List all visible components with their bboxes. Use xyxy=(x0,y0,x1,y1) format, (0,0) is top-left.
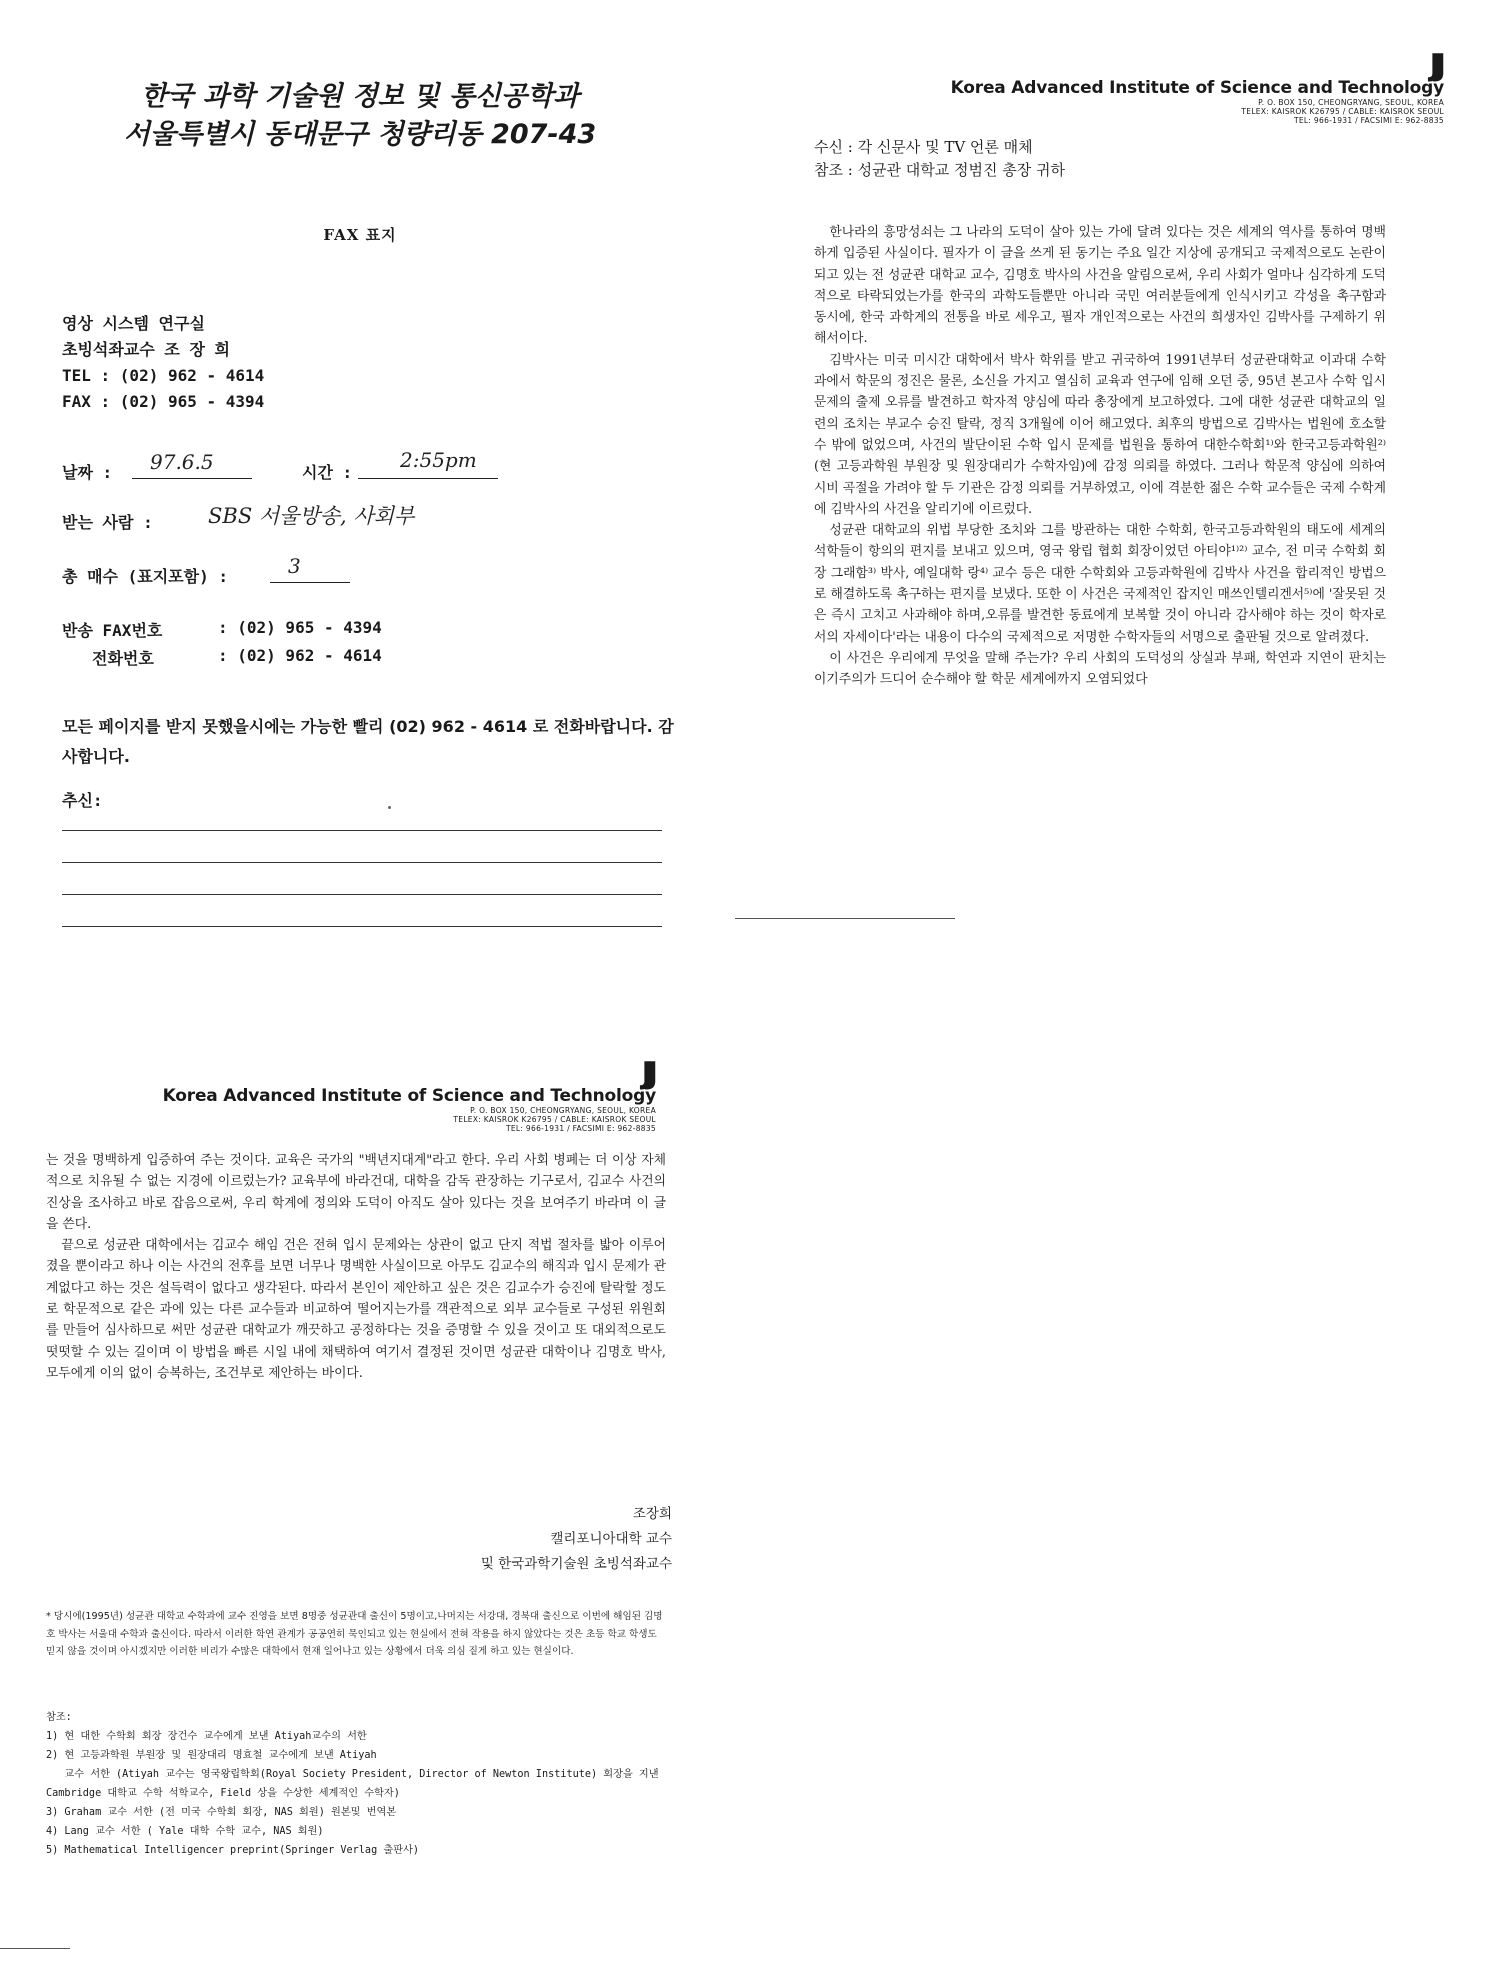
fax-header-dept: 한국 과학 기술원 정보 및 통신공학과 xyxy=(140,81,580,112)
kaist-logo: JJ xyxy=(1429,50,1440,83)
date-row xyxy=(62,460,112,483)
reference-item: 교수 서한 (Atiyah 교수는 영국왕립학회(Royal Society President, Director of Newton Institute) 회장을 지낸 Cambridge 대학교 수학 석학교수, Field 상을 수상한 세계적인 수학자) xyxy=(46,1769,665,1799)
fax-title: FAX 표지 xyxy=(323,226,397,244)
pages-label: 총 매수 (표지포함) : xyxy=(62,567,228,586)
memo-line xyxy=(62,894,662,895)
pages-row xyxy=(62,564,228,587)
recipient-value: SBS 서울방송, 사회부 xyxy=(208,504,415,528)
letter-page-2 xyxy=(40,1060,680,1960)
institute-name: Korea Advanced Institute of Science and Technology xyxy=(950,78,1444,98)
footnote: * 당시에(1995년) 성균관 대학교 수학과에 교수 진영을 보면 8명중 성균관대 출신이 5명이고,나머지는 서강대, 경북대 출신으로 이번에 해임된 김명호 박사는 서울대 수학과 출신이다. 따라서 이러한 학연 관계가 공공연히 묵인되고 있는 현실에서 전혀 작용을 하지 않았다는 것은 초등 학교 학생도 믿지 않을 것이며 아시겠지만 이러한 비리가 수많은 대학에서 현재 일어나고 있는 상황에서 더욱 의심 짙게 하고 있는 현실이다. xyxy=(46,1611,663,1657)
signature-block xyxy=(481,1502,672,1577)
phone-row xyxy=(92,646,154,669)
memo-label: 추신: xyxy=(62,791,103,810)
time-label: 시간 : xyxy=(302,463,353,482)
scan-rule xyxy=(0,1948,70,1949)
paragraph: 이 사건은 우리에게 무엇을 말해 주는가? 우리 사회의 도덕성의 상실과 부패, 학연과 지연이 판치는 이기주의가 드디어 순수해야 할 학문 세계에까지 오염되었다 xyxy=(814,650,1386,688)
institute-address-2: TELEX: KAISROK K26795 / CABLE: KAISROK SEOUL xyxy=(1241,107,1444,116)
recipient-block xyxy=(814,136,1065,182)
letter-body-1 xyxy=(814,222,1386,691)
fax-header xyxy=(40,78,680,154)
letterhead xyxy=(884,52,1444,125)
memo-line xyxy=(62,830,662,831)
fax-header-address: 서울특별시 동대문구 청량리동 207-43 xyxy=(123,119,597,150)
institute-address-3: TEL: 966-1931 / FACSIMI E: 962-8835 xyxy=(506,1124,656,1133)
sender-fax: FAX : (02) 965 - 4394 xyxy=(62,392,265,411)
scan-speck xyxy=(388,806,391,809)
reference-item: 1) 현 대한 수학회 회장 장건수 교수에게 보낸 Atiyah교수의 서한 xyxy=(46,1731,367,1742)
paragraph: 끝으로 성균관 대학에서는 김교수 해임 건은 전혀 입시 문제와는 상관이 없고 단지 적법 절차를 밟아 이루어 졌을 뿐이라고 하나 이는 사건의 전후를 보면 너무나 명백한 사실이므로 아무도 김교수의 해직과 입시 문제가 관계없다고 하는 것은 설득력이 없다고 생각된다. 따라서 본인이 제안하고 싶은 것은 김교수가 승진에 탈락할 정도로 학문적으로 같은 과에 있는 다른 교수들과 비교하여 떨어지는가를 객관적으로 외부 교수들로 구성된 위원회를 만들어 심사하므로 써만 성균관 대학교가 깨끗하고 공정하다는 것을 증명할 수 있을 것이고 또 대외적으로도 떳떳할 수 있는 길이며 이 방법을 빠른 시일 내에 채택하여 여기서 결정된 것이면 성균관 대학이나 김명호 박사, 모두에게 이의 없이 승복하는, 조건부로 제안하는 바이다. xyxy=(46,1238,666,1381)
reference-item: 2) 현 고등과학원 부원장 및 원장대리 명효철 교수에게 보낸 Atiyah xyxy=(46,1750,377,1761)
institute-address-1: P. O. BOX 150, CHEONGRYANG, SEOUL, KOREA xyxy=(470,1106,656,1115)
phone-value: : (02) 962 - 4614 xyxy=(218,646,382,665)
date-value: 97.6.5 xyxy=(150,450,214,474)
pages-underline xyxy=(270,582,350,583)
time-row xyxy=(302,460,352,483)
sender-professor: 초빙석좌교수 조 장 희 xyxy=(62,340,231,359)
pages-value: 3 xyxy=(288,554,301,578)
letter-page-1 xyxy=(810,50,1450,950)
return-fax-value: : (02) 965 - 4394 xyxy=(218,618,382,637)
kaist-logo: JJ xyxy=(641,1060,652,1091)
paragraph: 성균관 대학교의 위법 부당한 조치와 그를 방관하는 대한 수학회, 한국고등과학원의 태도에 세계의 석학들이 항의의 편지를 보내고 있으며, 영국 왕립 협회 회장이었던 아티야¹⁾²⁾ 교수, 전 미국 수학회 회장 그래함³⁾ 박사, 예일대학 랑⁴⁾ 교수 등은 대한 수학회와 고등과학원에 김박사 사건을 합리적인 방법으로 해결하도록 촉구하는 편지를 보냈다. 또한 이 사건은 국제적인 잡지인 매쓰인텔리겐서⁵⁾에 '잘못된 것은 즉시 고치고 사과해야 하며,오류를 발견한 동료에게 보복할 것이 아니라 감사해야 하는 것이 학자로서의 자세이다'라는 내용이 다수의 국제적으로 저명한 수학자들의 서명으로 출판될 것으로 알려졌다. xyxy=(814,523,1386,645)
fax-notice: 모든 페이지를 받지 못했을시에는 가능한 빨리 (02) 962 - 4614 로 전화바랍니다. 감사합니다. xyxy=(62,717,674,766)
letterhead xyxy=(96,1060,656,1133)
signature-affiliation: 및 한국과학기술원 초빙석좌교수 xyxy=(480,1556,672,1572)
time-underline xyxy=(358,478,498,479)
sender-block xyxy=(62,311,680,415)
signature-title: 캘리포니아대학 교수 xyxy=(550,1531,672,1547)
letter-body-2 xyxy=(46,1150,666,1384)
references xyxy=(46,1708,666,1860)
scan-rule xyxy=(735,918,955,919)
letter-cc: 참조 : 성균관 대학교 정범진 총장 귀하 xyxy=(814,161,1066,179)
letter-to: 수신 : 각 신문사 및 TV 언론 매체 xyxy=(814,138,1033,156)
memo-line xyxy=(62,862,662,863)
recipient-label: 받는 사람 : xyxy=(62,513,153,532)
institute-address-1: P. O. BOX 150, CHEONGRYANG, SEOUL, KOREA xyxy=(1258,98,1444,107)
signature-name: 조장희 xyxy=(632,1506,672,1522)
paragraph: 김박사는 미국 미시간 대학에서 박사 학위를 받고 귀국하여 1991년부터 성균관대학교 이과대 수학과에서 학문의 정진은 물론, 소신을 가지고 열심히 교육과 연구에 임해 오던 중, 95년 본고사 수학 입시 문제의 출제 오류를 발견하고 학자적 양심에 따라 총장에게 보고하였다. 그에 대한 성균관 대학교의 일련의 조치는 부교수 승진 탈락, 정직 3개월에 이어 해고였다. 최후의 방법으로 김박사는 법원에 호소할 수 밖에 없었으며, 사건의 발단이된 수학 입시 문제를 법원을 통하여 대한수학회¹⁾와 한국고등과학원²⁾ (현 고등과학원 부원장 및 원장대리가 수학자임)에 감정 의뢰를 하였다. 그러나 학문적 양심에 의하여 시비 곡절을 가려야 할 두 기관은 감정 의뢰를 거부하였고, 이에 격분한 젊은 수학 교수들은 국제 수학계에 김박사의 사건을 알리기에 이르렀다. xyxy=(814,352,1386,517)
reference-item: 3) Graham 교수 서한 (전 미국 수학회 회장, NAS 회원) 원본및 번역본 xyxy=(46,1807,397,1818)
paragraph: 는 것을 명백하게 입증하여 주는 것이다. 교육은 국가의 "백년지대계"라고 한다. 우리 사회 병폐는 더 이상 자체적으로 치유될 수 없는 지경에 이르렀는가? 교육부에 바라건대, 대학을 감독 관장하는 기구로서, 김교수 사건의 진상을 조사하고 바로 잡음으로써, 우리 학계에 정의와 도덕이 아직도 살아 있다는 것을 보여주기 바라며 이 글을 쓴다. xyxy=(46,1153,666,1232)
phone-label: 전화번호 xyxy=(92,649,154,668)
reference-item: 4) Lang 교수 서한 ( Yale 대학 수학 교수, NAS 회원) xyxy=(46,1826,324,1837)
institute-address-3: TEL: 966-1931 / FACSIMI E: 962-8835 xyxy=(1294,116,1444,125)
sender-tel: TEL : (02) 962 - 4614 xyxy=(62,366,265,385)
return-fax-row xyxy=(62,618,162,641)
references-title: 참조: xyxy=(46,1712,72,1723)
date-underline xyxy=(132,478,252,479)
recipient-row xyxy=(62,510,153,533)
date-label: 날짜 : xyxy=(62,463,113,482)
sender-lab: 영상 시스템 연구실 xyxy=(62,314,205,333)
fax-cover-page xyxy=(40,50,680,950)
return-fax-label: 반송 FAX번호 xyxy=(62,621,163,640)
institute-name: Korea Advanced Institute of Science and Technology xyxy=(162,1086,656,1106)
institute-address-2: TELEX: KAISROK K26795 / CABLE: KAISROK SEOUL xyxy=(453,1115,656,1124)
time-value: 2:55pm xyxy=(400,448,477,472)
paragraph: 한나라의 흥망성쇠는 그 나라의 도덕이 살아 있는 가에 달려 있다는 것은 세계의 역사를 통하여 명백하게 입증된 사실이다. 필자가 이 글을 쓰게 된 동기는 주요 일간 지상에 공개되고 국제적으로도 논란이 되고 있는 전 성균관 대학교 교수, 김명호 박사의 사건을 알림으로써, 우리 사회가 얼마나 심각하게 도덕적으로 타락되었는가를 한국의 과학도들뿐만 아니라 국민 여러분들에게 인식시키고 각성을 촉구함과 동시에, 한국 과학계의 전통을 바로 세우고, 필자 개인적으로는 사건의 희생자인 김박사를 구제하기 위해서이다. xyxy=(814,225,1386,347)
reference-item: 5) Mathematical Intelligencer preprint(Springer Verlag 출판사) xyxy=(46,1845,419,1856)
memo-line xyxy=(62,926,662,927)
